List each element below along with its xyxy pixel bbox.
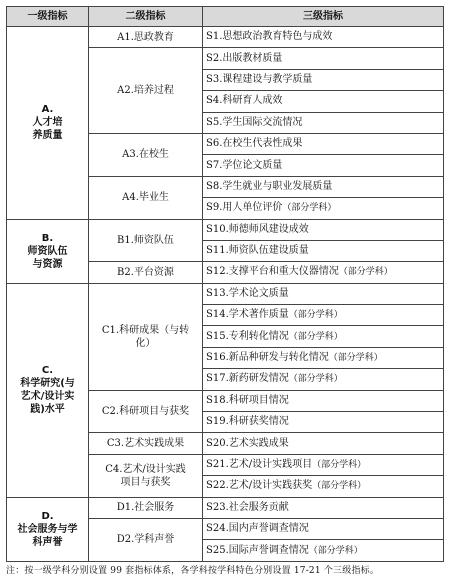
level1-code: D. (41, 510, 54, 522)
level1-code: B. (41, 232, 54, 244)
level3-text: S2.出版教材质量 (206, 52, 283, 64)
level3-text: S11.师资队伍建设质量 (206, 245, 309, 257)
level3-text: S14.学术著作质量 (206, 309, 289, 321)
footnote: 注：按一级学科分别设置 99 套指标体系，各学科按学科特色分别设置 17-21 个三级指标。 (6, 566, 380, 576)
level2-cell: D1.社会服务 (89, 497, 203, 518)
level1-cell-a (7, 27, 89, 220)
header-level2: 二级指标 (89, 7, 203, 27)
level2-cell: C3.艺术实践成果 (89, 433, 203, 454)
level3-note: （部分学科） (288, 310, 343, 321)
level3-cell (203, 176, 444, 197)
level1-cell-d (7, 497, 89, 561)
level2-cell: C4.艺术/设计实践项目与获奖 (89, 454, 203, 497)
level1-name: 人才培养质量 (32, 117, 63, 142)
level3-note: （部分学科） (312, 460, 367, 470)
level3-cell (203, 155, 444, 176)
level1-cell-b (7, 219, 89, 283)
level3-cell (203, 390, 444, 411)
level3-cell (203, 497, 444, 518)
level3-text: S10.师德师风建设成效 (206, 223, 309, 235)
level3-text: S7.学位论文质量 (206, 159, 283, 171)
level1-name: 师资队伍与资源 (27, 245, 68, 270)
level3-cell (203, 219, 444, 240)
level2-cell: C1.科研成果（与转化） (89, 283, 203, 390)
level3-text: S3.课程建设与教学质量 (206, 73, 313, 85)
level3-text: S1.思想政治教育特色与成效 (206, 31, 333, 43)
level3-text: S24.国内声誉调查情况 (206, 523, 309, 535)
level3-text: S4.科研育人成效 (206, 95, 283, 107)
level1-cell-c (7, 283, 89, 497)
level3-cell (203, 91, 444, 112)
table-row (7, 219, 444, 240)
header-level3: 三级指标 (203, 7, 444, 27)
table-header-row (7, 7, 444, 27)
table-row (7, 283, 444, 304)
level3-cell (203, 48, 444, 69)
level3-text: S17.新药研发情况 (206, 373, 289, 385)
level3-cell (203, 433, 444, 454)
level3-cell (203, 69, 444, 90)
level3-text: S19.科研获奖情况 (206, 416, 289, 428)
level3-note: （部分学科） (288, 374, 343, 385)
level3-note: （部分学科） (282, 203, 337, 214)
level3-cell (203, 369, 444, 390)
table-row (7, 27, 444, 48)
level3-cell (203, 283, 444, 304)
level3-note: （部分学科） (338, 267, 393, 278)
level2-cell: A2.培养过程 (89, 48, 203, 134)
level3-text: S22.艺术/设计实践获奖 (206, 480, 313, 492)
level3-note: （部分学科） (288, 331, 343, 342)
table-row (7, 497, 444, 518)
level2-cell: D2.学科声誉 (89, 518, 203, 561)
level3-cell (203, 518, 444, 539)
indicator-table (6, 6, 444, 562)
level3-cell (203, 262, 444, 283)
level3-cell (203, 540, 444, 561)
level3-cell (203, 112, 444, 133)
level3-text: S12.支撑平台和重大仪器情况 (206, 266, 339, 278)
level3-cell (203, 454, 444, 475)
level1-name: 社会服务与学科声誉 (17, 523, 78, 548)
level2-cell: A3.在校生 (89, 133, 203, 176)
level3-text: S8.学生就业与职业发展质量 (206, 180, 333, 192)
level2-cell: B1.师资队伍 (89, 219, 203, 262)
level3-text: S18.科研项目情况 (206, 394, 289, 406)
level3-text: S6.在校生代表性成果 (206, 138, 303, 150)
level2-cell: A4.毕业生 (89, 176, 203, 219)
level3-text: S9.用人单位评价 (206, 202, 283, 214)
level3-text: S23.社会服务贡献 (206, 501, 289, 513)
level3-cell (203, 476, 444, 497)
level3-note: （部分学科） (308, 545, 363, 556)
level3-cell (203, 27, 444, 48)
level2-cell: A1.思政教育 (89, 27, 203, 48)
level2-cell: C2.科研项目与获奖 (89, 390, 203, 433)
level3-cell (203, 305, 444, 326)
level3-text: S20.艺术实践成果 (206, 437, 289, 449)
level3-text: S21.艺术/设计实践项目 (206, 459, 313, 470)
level3-text: S15.专利转化情况 (206, 330, 289, 342)
level3-cell (203, 133, 444, 154)
level1-name: 科学研究(与艺术/设计实践)水平 (20, 378, 75, 416)
level1-code: A. (41, 104, 54, 116)
header-level1: 一级指标 (7, 7, 89, 27)
level3-cell (203, 347, 444, 368)
level1-code: C. (41, 365, 54, 377)
level2-cell: B2.平台资源 (89, 262, 203, 283)
level3-note: （部分学科） (328, 353, 383, 364)
level3-text: S16.新品种研发与转化情况 (206, 352, 329, 364)
level3-note: （部分学科） (312, 481, 367, 492)
level3-text: S13.学术论文质量 (206, 287, 289, 299)
level3-text: S5.学生国际交流情况 (206, 116, 303, 128)
level3-cell (203, 326, 444, 347)
level3-cell (203, 198, 444, 219)
level3-text: S25.国际声誉调查情况 (206, 544, 309, 556)
level3-cell (203, 240, 444, 261)
level3-cell (203, 412, 444, 433)
